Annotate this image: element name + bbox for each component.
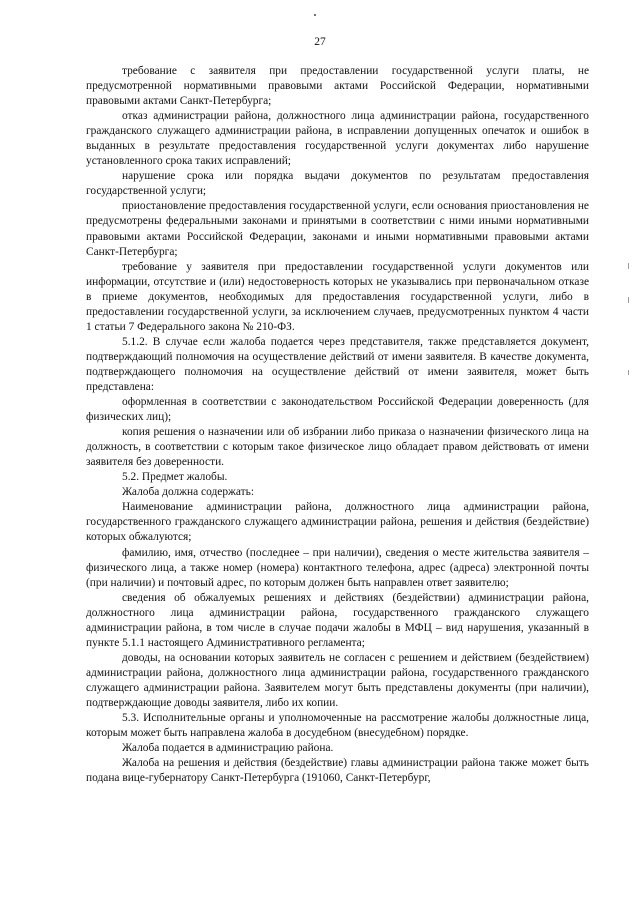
paragraph: копия решения о назначении или об избрании либо приказа о назначении физического лица на должность, в соответствии с которым такое физическое лицо обладает правом действовать от имени заявителя без доверенности. — [86, 426, 589, 469]
paragraph: нарушение срока или порядка выдачи документов по результатам предоставления государственной услуги; — [86, 170, 589, 198]
paragraph: Жалоба должна содержать: — [122, 486, 254, 499]
paragraph: приостановление предоставления государственной услуги, если основания приостановления не предусмотрены федеральными законами и принятыми в соответствии с ними иными нормативными правовыми актами Российской Федерации, законами и иными нормативными правовыми актами Санкт-Петербурга; — [86, 200, 589, 258]
paragraph: Жалоба подается в администрацию района. — [122, 742, 334, 755]
scan-edge-mark — [628, 263, 629, 269]
paragraph: оформленная в соответствии с законодательством Российской Федерации доверенность (для физических лиц); — [86, 396, 589, 424]
scan-edge-mark — [628, 370, 629, 375]
paragraph: Наименование администрации района, должностного лица администрации района, государственного гражданского служащего администрации района, решения и действия (бездействие) которых обжалуются; — [86, 501, 589, 544]
paragraph: Жалоба на решения и действия (бездействие) главы администрации района также может быть подана вице-губернатору Санкт-Петербурга (191060, Санкт-Петербург, — [86, 757, 589, 785]
paragraph: отказ администрации района, должностного лица администрации района, государственного гражданского служащего администрации района, в исправлении допущенных опечаток и ошибок в выданных в результате предоставления государственной услуги документах либо нарушение установленного срока таких исправлений; — [86, 110, 589, 168]
paragraph: 5.3. Исполнительные органы и уполномоченные на рассмотрение жалобы должностные лица, которым может быть направлена жалоба в досудебном (внесудебном) порядке. — [86, 712, 589, 740]
scan-dot — [314, 14, 316, 16]
paragraph: сведения об обжалуемых решениях и действиях (бездействии) администрации района, должностного лица администрации района, государственного гражданского служащего администрации района, в том числе в случае подачи жалобы в МФЦ – вид нарушения, указанный в пункте 5.1.1 настоящего Административного регламента; — [86, 591, 589, 649]
paragraph: 5.1.2. В случае если жалоба подается через представителя, также представляется документ, подтверждающий полномочия на осуществление действий от имени заявителя. В качестве документа, подтверждающего полномочия на осуществление действий от имени заявителя, может быть представлена: — [86, 335, 589, 393]
paragraph: фамилию, имя, отчество (последнее – при наличии), сведения о месте жительства заявителя – физического лица, а также номер (номера) контактного телефона, адрес (адреса) электронной почты (при наличии) и почтовый адрес, по которым должен быть направлен ответ заявителю; — [86, 546, 589, 589]
body-text — [86, 64, 589, 786]
paragraph: требование с заявителя при предоставлении государственной услуги платы, не предусмотренной нормативными правовыми актами Российской Федерации, нормативными правовыми актами Санкт-Петербурга; — [86, 65, 589, 108]
section-heading: 5.2. Предмет жалобы. — [122, 471, 228, 484]
paragraph: требование у заявителя при предоставлении государственной услуги документов или информации, отсутствие и (или) недостоверность которых не указывались при первоначальном отказе в приеме документов, необходимых для предоставления государственной услуги, либо в предоставлении государственной услуги, за исключением случаев, предусмотренных пунктом 4 части 1 статьи 7 Федерального закона № 210-ФЗ. — [86, 260, 589, 333]
scan-edge-mark — [628, 297, 629, 303]
page-number: 27 — [314, 36, 326, 48]
paragraph: доводы, на основании которых заявитель не согласен с решением и действием (бездействием) администрации района, должностного лица администрации района, государственного гражданского служащего администрации района. Заявителем могут быть представлены документы (при наличии), подтверждающие доводы заявителя, либо их копии. — [86, 651, 589, 709]
